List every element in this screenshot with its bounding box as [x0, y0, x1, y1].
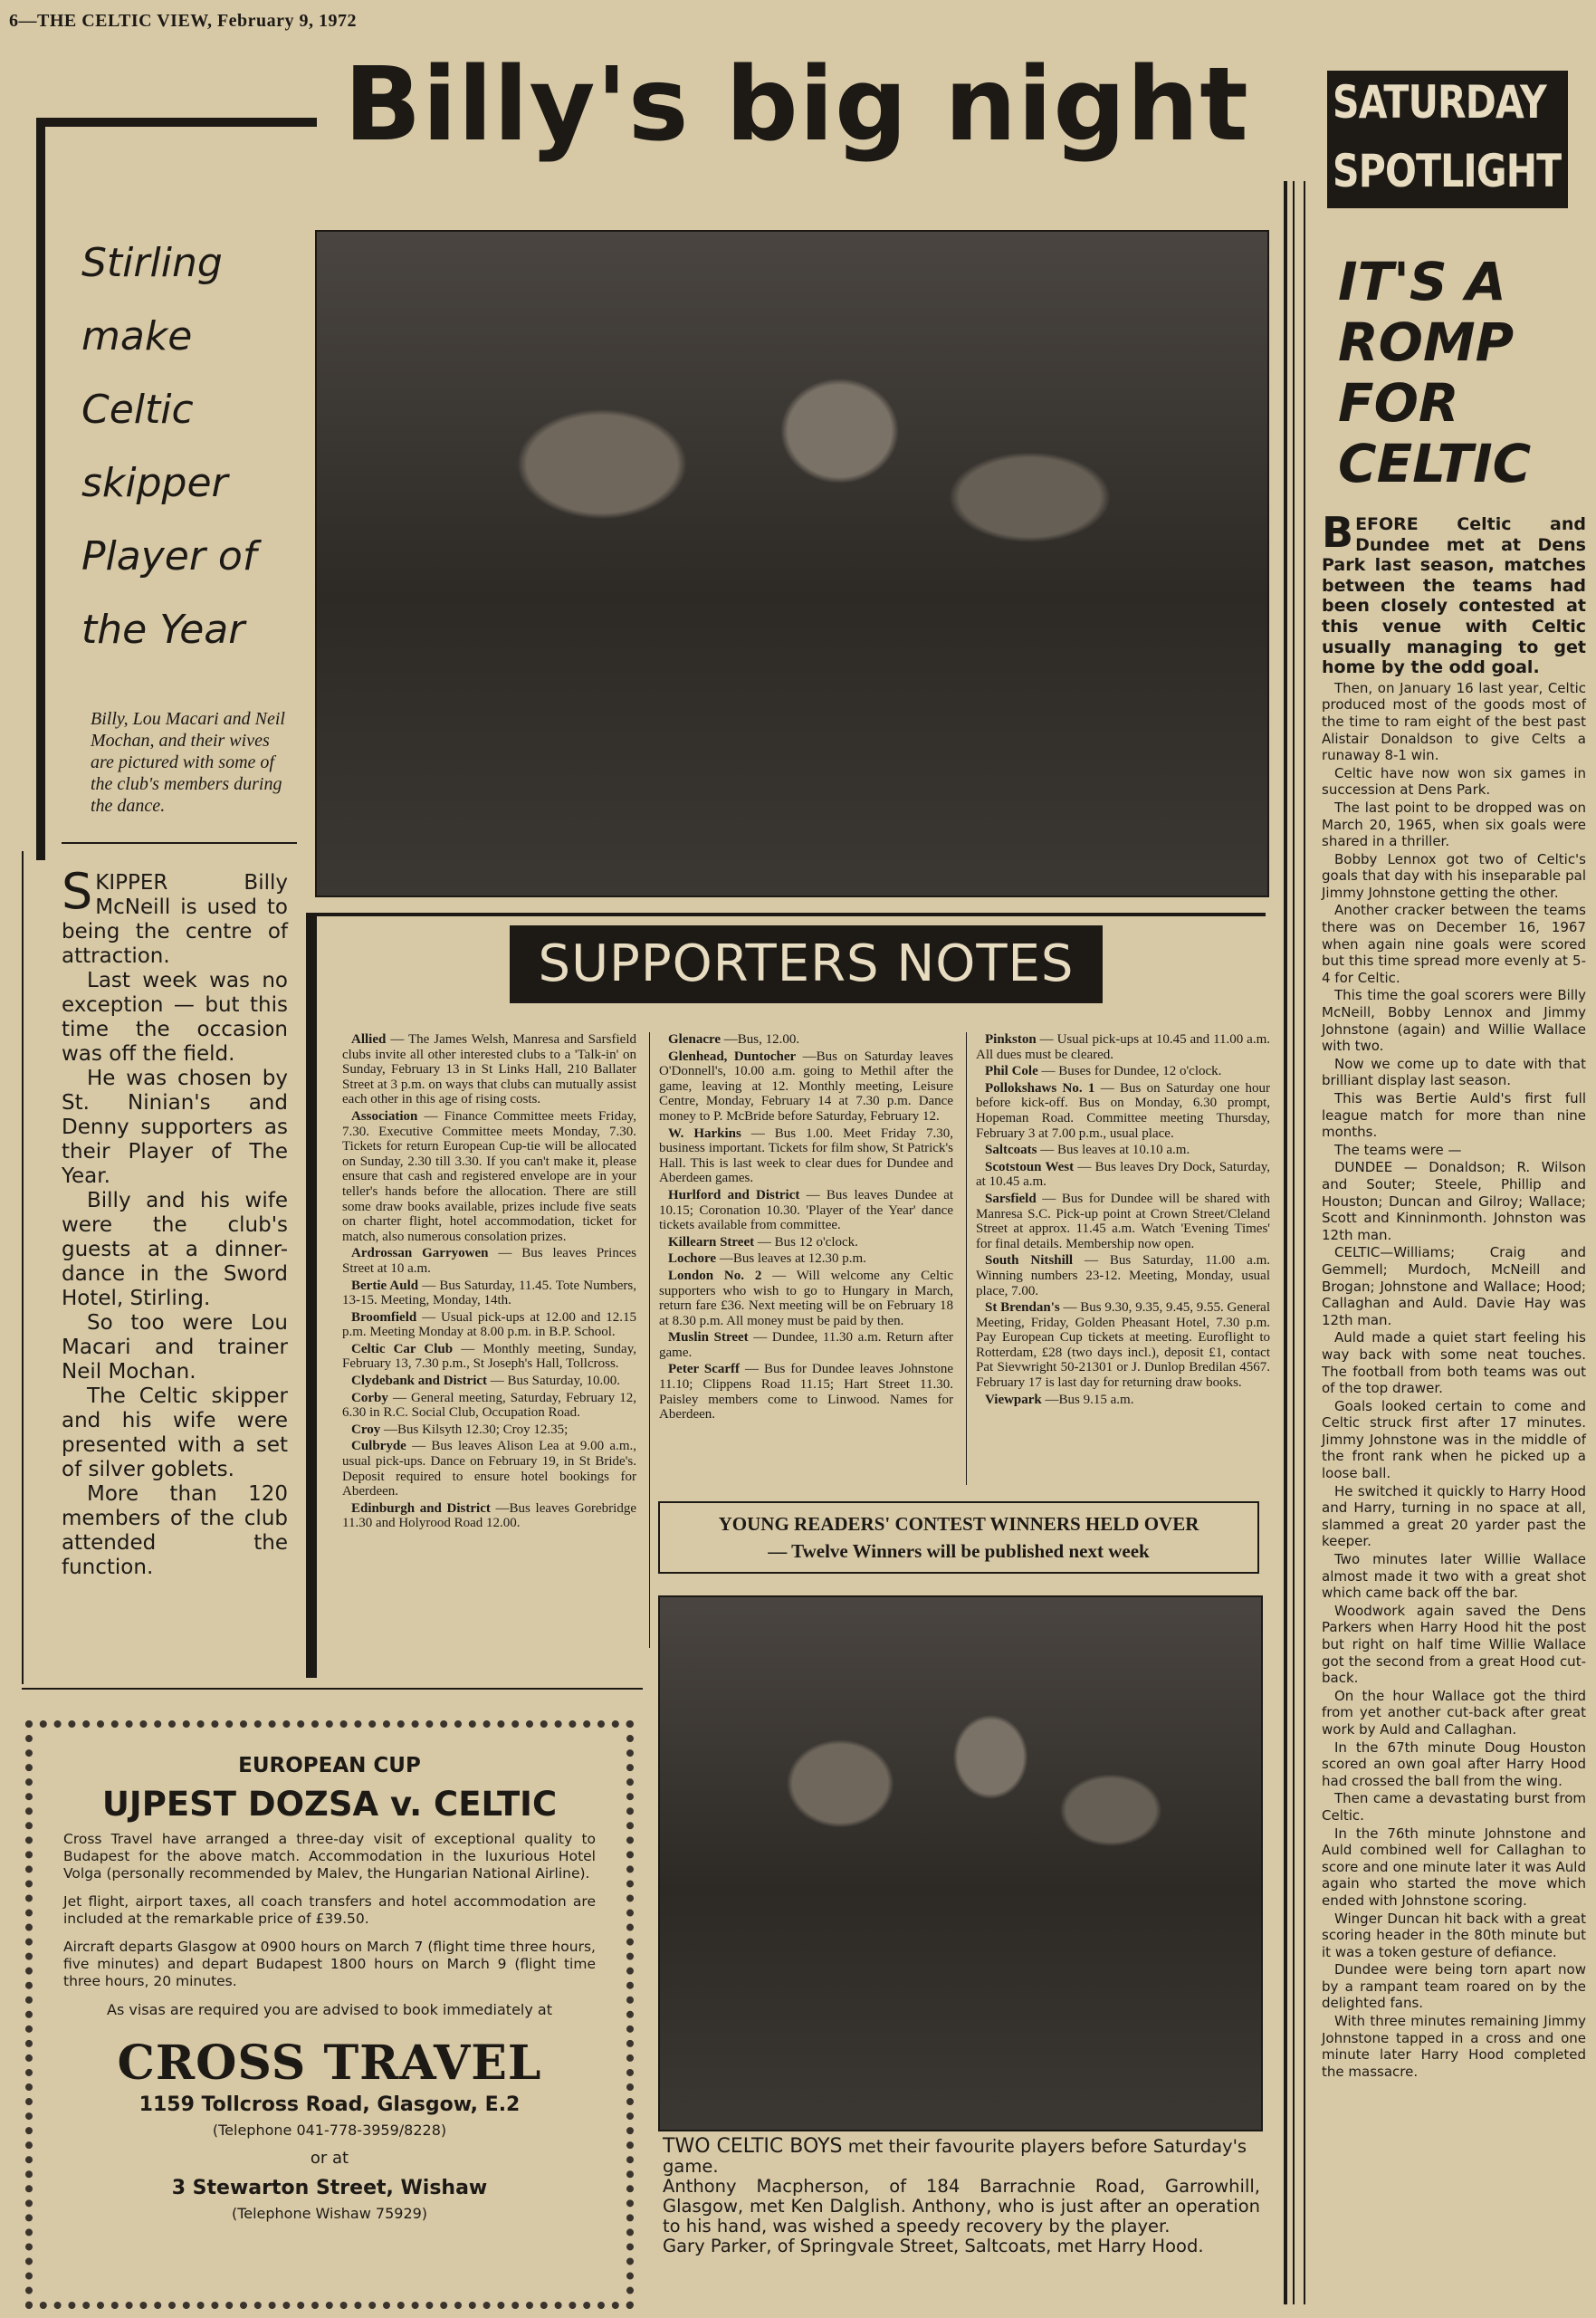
note-entry: Hurlford and District — Bus leaves Dundee at 10.15; Coronation 10.30. 'Player of the Year' dance tickets available from committee. [659, 1187, 954, 1233]
column-rule [306, 913, 1266, 916]
group-photo [315, 230, 1269, 897]
note-entry: Broomfield — Usual pick-ups at 12.00 and 12.15 p.m. Meeting Monday at 8.00 p.m. in B.P. School. [342, 1309, 637, 1340]
note-entry: South Nitshill — Bus Saturday, 11.00 a.m. Winning numbers 23-12. Meeting, Monday, usual place, 7.00. [976, 1253, 1270, 1298]
note-entry: W. Harkins — Bus 1.00. Meet Friday 7.30, business important. Tickets for film show, St Patrick's Hall. This is last week to clear dues for Dundee and Aberdeen games. [659, 1125, 953, 1186]
advert-paragraph: Aircraft departs Glasgow at 0900 hours on March 7 (flight time three hours, five minutes) and depart Budapest 1800 hours on March 9 (flight time three hours, 20 minutes. [63, 1939, 596, 1989]
contest-notice [658, 1501, 1259, 1574]
spotlight-paragraph: This was Bertie Auld's first full league match for more than nine months. [1322, 1090, 1586, 1141]
spotlight-paragraph: Two minutes later Willie Wallace almost made it two with a great shot which came back off the bar. [1322, 1551, 1586, 1602]
note-entry: Association — Finance Committee meets Friday, 7.30. Executive Committee meets Monday, 7.30. Tickets for return European Cup-tie will be allocated on Sunday, 2.30 till 3.30. If you can't make it, please ensure that cash and registered envelope are in your teller's hands before the allocation. There are still some draw books available, prizes include five seats on charter flight, hotel accommodation, ticket for match, also numerous consolation prizes. [342, 1108, 636, 1244]
note-entry: Phil Cole — Buses for Dundee, 12 o'clock. [985, 1064, 1222, 1079]
column-rule [306, 913, 317, 1678]
advert-title: UJPEST DOZSA v. CELTIC [101, 1785, 558, 1824]
drop-cap: B [1322, 508, 1354, 557]
note-entry: Clydebank and District — Bus Saturday, 10.00. [351, 1374, 620, 1389]
advert-address: 3 Stewarton Street, Wishaw [171, 2177, 488, 2199]
note-entry: Sarsfield — Bus for Dundee will be shared with Manresa S.C. Pick-up point at Crown Street/Cleland Street at approx. 11.45 a.m. Watch 'Evening Times' for final details. Membership now open. [976, 1191, 1271, 1251]
note-entry: Lochore —Bus leaves at 12.30 p.m. [668, 1251, 866, 1267]
photo-caption: Billy, Lou Macari and Neil Mochan, and their wives are pictured with some of the club's members during the dance. [91, 709, 285, 816]
spotlight-paragraph: Bobby Lennox got two of Celtic's goals that day with his inseparable pal Jimmy Johnstone getting the other. [1322, 850, 1586, 901]
note-entry: Glenacre —Bus, 12.00. [668, 1032, 800, 1047]
note-entry: Killearn Street — Bus 12 o'clock. [668, 1234, 858, 1250]
note-entry: Peter Scarff — Bus for Dundee leaves Johnstone 11.10; Clippens Road 11.15; Hart Street 11.30. Paisley members come to Linwood. Names for Aberdeen. [659, 1362, 954, 1422]
note-entry: Viewpark —Bus 9.15 a.m. [985, 1392, 1134, 1407]
spotlight-paragraph: Then, on January 16 last year, Celtic produced most of the goods most of the time to ram eight of the best past Alistair Donaldson to give Celts a runaway 8-1 win. [1322, 679, 1586, 764]
subhead-line: Celtic [81, 387, 194, 433]
caption-text: Gary Parker, of Springvale Street, Saltcoats, met Harry Hood. [663, 2236, 1204, 2256]
note-entry: Pollokshaws No. 1 — Bus on Saturday one hour before kick-off. Bus on Monday, 6.30 prompt, Hopeman Road. Committee meeting Thursday, February 3 at 7.00 p.m., usual place. [976, 1080, 1270, 1141]
spotlight-paragraph: He switched it quickly to Harry Hood and Harry, turning in no space at all, slammed a great 20 yarder past the keeper. [1322, 1482, 1586, 1550]
spotlight-headline-line: CELTIC [1338, 433, 1532, 494]
note-entry: London No. 2 — Will welcome any Celtic supporters who wish to go to Hungary in March, return fare £36. Next meeting will be on February 18 at 8.30 p.m. All money must be paid by then. [659, 1268, 953, 1328]
note-entry: Bertie Auld — Bus Saturday, 11.45. Tote Numbers, 13-15. Meeting, Monday, 14th. [342, 1278, 637, 1308]
advert-paragraph: Jet flight, airport taxes, all coach transfers and hotel accommodation are included at the remarkable price of £39.50. [63, 1893, 596, 1927]
logo-saturday: SATURDAY [1333, 76, 1546, 129]
cross-travel-advert [25, 1720, 634, 2309]
spotlight-paragraph: Woodwork again saved the Dens Parkers when Harry Hood hit the post but right on half time Willie Wallace got the second from a great Hood cut-back. [1322, 1602, 1586, 1687]
frame-left-rule [36, 118, 45, 860]
spotlight-paragraph: Dundee were being torn apart now by a rampant team roared on by the delighted fans. [1322, 1961, 1586, 2012]
spotlight-intro: BEFORE Celtic and Dundee met at Dens Park last season, matches between the teams had been closely contested at this venue with Celtic usually managing to get home by the odd goal. [1322, 508, 1586, 678]
contest-line: YOUNG READERS' CONTEST WINNERS HELD OVER [718, 1513, 1199, 1535]
drop-cap: S [62, 863, 93, 920]
note-entry: Scotstoun West — Bus leaves Dry Dock, Saturday, at 10.45 a.m. [976, 1159, 1271, 1190]
advert-paragraph: As visas are required you are advised to book immediately at [107, 2001, 552, 2018]
spotlight-paragraph: Winger Duncan hit back with a great scoring header in the 80th minute but it was a token gesture of defiance. [1322, 1910, 1586, 1960]
subhead-line: Player of [81, 533, 257, 580]
note-entry: St Brendan's — Bus 9.30, 9.35, 9.45, 9.55. General Meeting, Friday, Golden Pheasant Hotel, 7.30 p.m. Pay European Cup tickets at meeting. Euroflight to Rotterdam, £28 (two days incl.), deposit £1, contact Pat Sievwright 50-21301 or J. Dunlop Bredilan 4567. February 17 is last day for returning draw books. [976, 1300, 1271, 1391]
spotlight-paragraph: Another cracker between the teams there was on December 16, 1967 when again nine goals were scored but this time spread more evenly at 5-4 for Celtic. [1322, 902, 1586, 986]
column-rule [1293, 181, 1295, 2304]
note-entry: Culbryde — Bus leaves Alison Lea at 9.00 a.m., usual pick-ups. Dance on February 19, in St Bride's. Deposit required to ensure hotel bookings for Aberdeen. [342, 1439, 636, 1499]
spotlight-paragraph: Goals looked certain to come and Celtic struck first after 17 minutes. Jimmy Johnstone was in the middle of the front rank when he picked up a loose ball. [1322, 1397, 1586, 1482]
spotlight-paragraph: The last point to be dropped was on March 20, 1965, when six goals were shared in a thriller. [1322, 799, 1586, 850]
lead-story [62, 863, 288, 1580]
supporters-notes-banner: SUPPORTERS NOTES [510, 925, 1103, 1003]
spotlight-paragraph: In the 67th minute Doug Houston scored an own goal after Harry Hood had crossed the ball from the wing. [1322, 1738, 1586, 1789]
note-entry: Ardrossan Garryowen — Bus leaves Princes Street at 10 a.m. [342, 1246, 636, 1276]
boys-with-players-photo [658, 1595, 1263, 2131]
subhead [81, 226, 256, 666]
note-entry: Edinburgh and District —Bus leaves Gorebridge 11.30 and Holyrood Road 12.00. [342, 1500, 636, 1531]
note-entry: Saltcoats — Bus leaves at 10.10 a.m. [985, 1143, 1190, 1158]
advert-company: CROSS TRAVEL [117, 2035, 542, 2091]
spotlight-headline-line: IT'S A [1338, 251, 1506, 312]
spotlight-paragraph: DUNDEE — Donaldson; R. Wilson and Souter; Steele, Phillip and Houston; Duncan and Gilroy; Wallace; Scott and Kinninmonth. Johnston was 12th man. [1322, 1159, 1586, 1243]
spotlight-paragraph: The teams were — [1334, 1141, 1462, 1158]
spotlight-paragraph: In the 76th minute Johnstone and Auld combined well for Callaghan to score and one minute later it was Auld again who started the move which ended with Johnstone scoring. [1322, 1825, 1586, 1909]
story-paragraph: Last week was no exception — but this time the occasion was off the field. [62, 969, 288, 1066]
note-entry: Allied — The James Welsh, Manresa and Sarsfield clubs invite all other interested clubs to a 'Talk-in' on Sunday, February 13 in St Links Hall, 210 Ballater Street at 3 p.m. on ways that clubs can mutually assist each other in this age of rising costs. [342, 1032, 636, 1107]
story-paragraph: So too were Lou Macari and trainer Neil Mochan. [62, 1311, 288, 1384]
note-entry: Glenhead, Duntocher —Bus on Saturday leaves O'Donnell's, 10.00 a.m. going to Methil after the game, leaving at 12. Monthly meeting, Leisure Centre, Monday, February 14 at 7.30 p.m. Dance money to P. McBride before Saturday, February 12. [659, 1049, 954, 1124]
spotlight-paragraph: Auld made a quiet start feeling his way back with some neat touches. The football from both teams was out of the top drawer. [1322, 1329, 1586, 1397]
frame-top-rule [36, 118, 317, 127]
spotlight-paragraph: With three minutes remaining Jimmy Johnstone tapped in a cross and one minute later Harry Hood completed the massacre. [1322, 2013, 1586, 2080]
note-entry: Celtic Car Club — Monthly meeting, Sunday, February 13, 7.30 p.m., St Joseph's Hall, Tollcross. [342, 1341, 636, 1372]
spotlight-paragraph: This time the goal scorers were Billy McNeill, Bobby Lennox and Jimmy Johnstone (again) and Willie Wallace with two. [1322, 987, 1586, 1055]
subhead-line: Stirling [81, 240, 223, 286]
headline: Billy's big night [344, 46, 1249, 164]
column-rule [1304, 181, 1305, 2304]
supporters-notes-col1 [342, 1032, 636, 1533]
page-header: 6—THE CELTIC VIEW, February 9, 1972 [9, 11, 358, 31]
advert-paragraph: Cross Travel have arranged a three-day visit of exceptional quality to Budapest for the above match. Accommodation in the luxurious Hotel Volga (personally recommended by Malev, the Hungarian National Airline). [63, 1831, 596, 1882]
column-rule [22, 851, 24, 1684]
spotlight-paragraph: On the hour Wallace got the third from yet another cut-back after great work by Auld and Callaghan. [1322, 1687, 1586, 1738]
column-rule [966, 1032, 967, 1485]
column-rule [649, 1032, 650, 1648]
advert-phone: (Telephone 041-778-3959/8228) [212, 2122, 447, 2139]
spotlight-paragraph: CELTIC—Williams; Craig and Gemmell; Murdoch, McNeill and Brogan; Johnstone and Wallace; Hood; Callaghan and Auld. Davie Hay was 12th man. [1322, 1244, 1586, 1328]
supporters-notes-col2 [659, 1032, 953, 1424]
section-divider [22, 1688, 643, 1690]
story-paragraph: Billy and his wife were the club's guests at a dinner-dance in the Sword Hotel, Stirling. [62, 1189, 288, 1310]
story-divider [62, 842, 297, 844]
advert-address: 1159 Tollcross Road, Glasgow, E.2 [139, 2093, 521, 2116]
spotlight-paragraph: Now we come up to date with that brilliant display last season. [1322, 1055, 1586, 1089]
note-entry: Croy —Bus Kilsyth 12.30; Croy 12.35; [351, 1422, 569, 1437]
story-paragraph: More than 120 members of the club attended the function. [62, 1482, 288, 1579]
advert-phone: (Telephone Wishaw 75929) [231, 2205, 428, 2222]
note-entry: Pinkston — Usual pick-ups at 10.45 and 11.00 a.m. All dues must be cleared. [976, 1032, 1271, 1062]
saturday-spotlight-logo [1327, 71, 1568, 208]
story-paragraph: He was chosen by St. Ninian's and Denny supporters as their Player of The Year. [62, 1067, 288, 1188]
spotlight-headline [1338, 252, 1531, 494]
caption-lead: TWO CELTIC BOYS met their favourite players before Saturday's game. [663, 2135, 1247, 2177]
note-entry: Corby — General meeting, Saturday, February 12, 6.30 in R.C. Social Club, Occupation Road. [342, 1390, 637, 1421]
logo-spotlight: SPOTLIGHT [1333, 145, 1562, 197]
spotlight-headline-line: FOR [1338, 372, 1459, 434]
supporters-notes-col3 [976, 1032, 1270, 1409]
contest-line: — Twelve Winners will be published next week [768, 1540, 1150, 1562]
boys-photo-caption [663, 2137, 1260, 2256]
caption-text: Anthony Macpherson, of 184 Barrachnie Road, Garrowhill, Glasgow, met Ken Dalglish. Anthony, who is just after an operation to his hand, was wished a speedy recovery by the player. [663, 2176, 1260, 2237]
story-paragraph: The Celtic skipper and his wife were presented with a set of silver goblets. [62, 1384, 288, 1481]
subhead-line: skipper [81, 460, 228, 506]
note-entry: Muslin Street — Dundee, 11.30 a.m. Return after game. [659, 1330, 953, 1360]
spotlight-headline-line: ROMP [1338, 311, 1515, 373]
spotlight-paragraph: Celtic have now won six games in succession at Dens Park. [1322, 764, 1586, 799]
advert-or: or at [310, 2149, 349, 2168]
subhead-line: make [81, 313, 193, 359]
spotlight-paragraph: Then came a devastating burst from Celtic. [1322, 1790, 1586, 1824]
spotlight-article [1322, 508, 1586, 2081]
advert-kicker: EUROPEAN CUP [238, 1754, 421, 1777]
column-rule [1284, 181, 1287, 2304]
story-paragraph: SKIPPER Billy McNeill is used to being the centre of attraction. [62, 863, 288, 968]
subhead-line: the Year [81, 607, 245, 653]
